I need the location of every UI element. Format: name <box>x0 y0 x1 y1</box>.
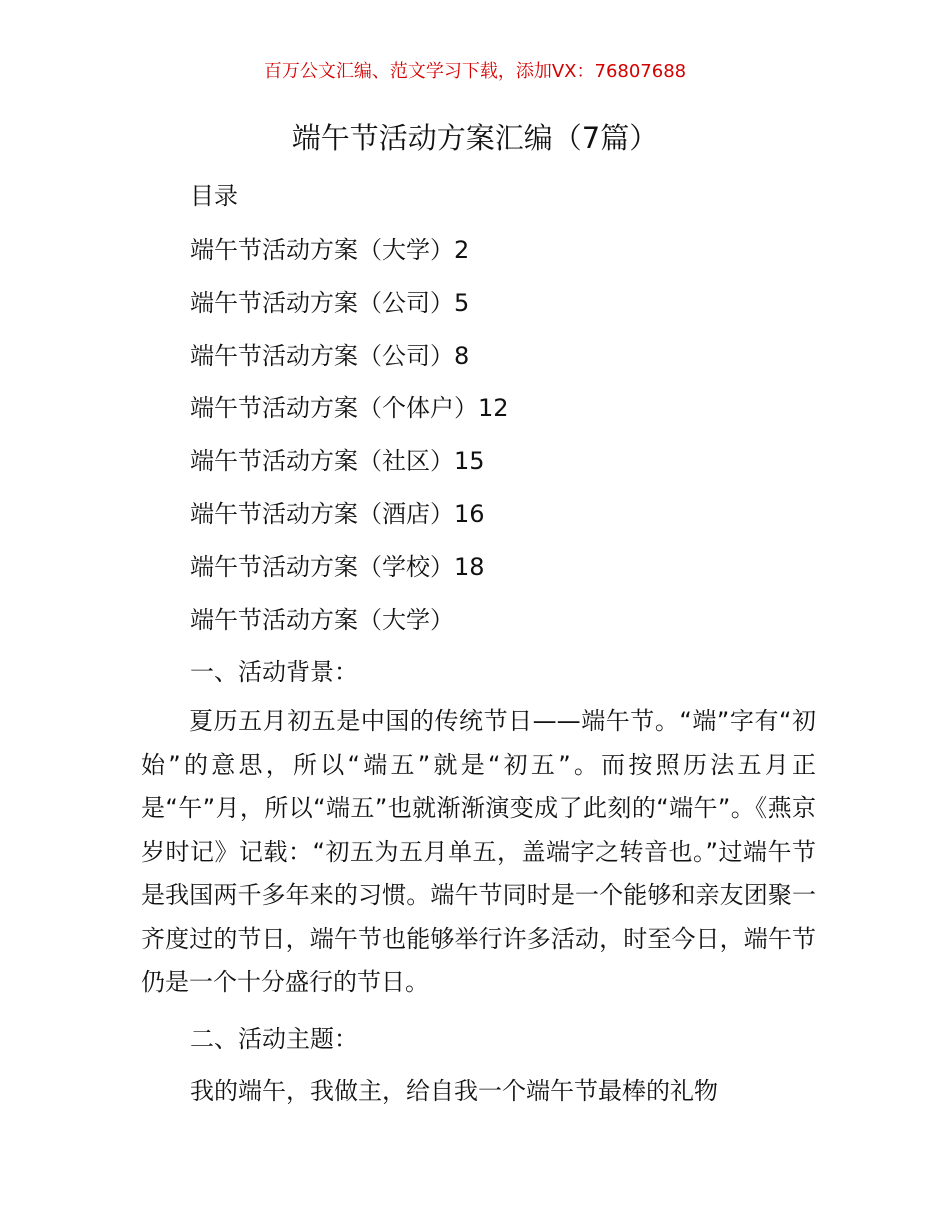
heading-background: 一、活动背景： <box>190 658 358 686</box>
section-title: 端午节活动方案（大学） <box>190 606 454 634</box>
header-watermark-text: 百万公文汇编、范文学习下载，添加VX：76807688 <box>263 61 687 82</box>
toc-heading: 目录 <box>190 182 238 210</box>
background-paragraph: 夏历五月初五是中国的传统节日——端午节。“端”字有“初始”的意思，所以“端五”就是“初五”。而按照历法五月正是“午”月，所以“端五”也就渐渐演变成了此刻的“端午”。《燕京岁时记》记载：“初五为五月单五，盖端字之转音也。”过端午节是我国两千多年来的习惯。端午节同时是一个能够和亲友团聚一齐度过的节日，端午节也能够举行许多活动，时至今日，端午节仍是一个十分盛行的节日。 <box>141 707 816 996</box>
document-title: 端午节活动方案汇编（7篇） <box>291 121 659 155</box>
toc-item: 端午节活动方案（社区）15 <box>190 447 485 475</box>
theme-text: 我的端午，我做主，给自我一个端午节最棒的礼物 <box>190 1077 718 1105</box>
toc-item: 端午节活动方案（公司）8 <box>190 342 470 370</box>
toc-item: 端午节活动方案（公司）5 <box>190 289 470 317</box>
toc-item: 端午节活动方案（学校）18 <box>190 553 485 581</box>
toc-item: 端午节活动方案（个体户）12 <box>190 394 509 422</box>
toc-item: 端午节活动方案（酒店）16 <box>190 500 485 528</box>
heading-theme: 二、活动主题： <box>190 1025 358 1053</box>
toc-item: 端午节活动方案（大学）2 <box>190 236 470 264</box>
